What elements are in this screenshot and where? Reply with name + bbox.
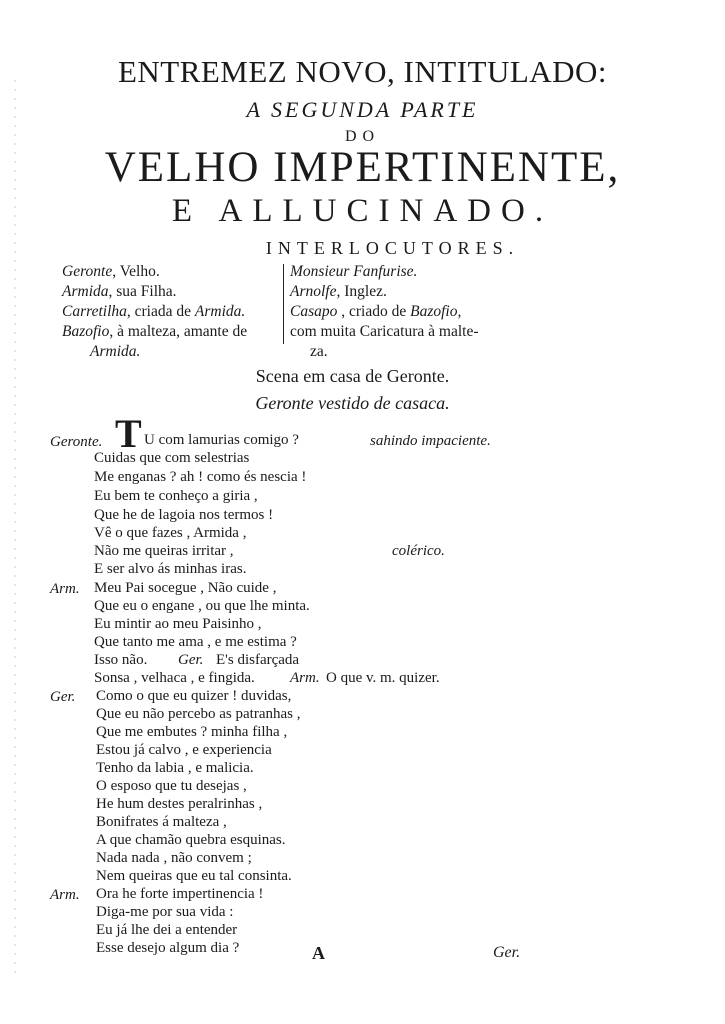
cast-extra: Armida.: [194, 303, 246, 320]
verse-line: E ser alvo ás minhas iras.: [94, 561, 247, 577]
verse-line: Que eu não percebo as patranhas ,: [96, 706, 301, 722]
verse-line: Eu já lhe dei a entender: [96, 922, 238, 938]
cast-desc: , à malteza, amante de: [109, 323, 248, 340]
cast-name: Arnolfe: [290, 283, 337, 300]
cast-list-right: [290, 262, 530, 362]
cast-name: Geronte: [62, 263, 113, 280]
verse-line: Cuidas que com selestrias: [94, 450, 250, 466]
verse-line: Que eu o engane , ou que lhe minta.: [94, 598, 310, 614]
title-line-1: ENTREMEZ NOVO, INTITULADO:: [117, 54, 608, 89]
speaker-label: Ger.: [50, 689, 76, 705]
scene-heading: Scena em casa de Geronte.: [255, 366, 450, 386]
verse-line: O esposo que tu desejas ,: [96, 778, 247, 794]
cast-entry: [290, 262, 530, 282]
speaker-label: Arm.: [290, 670, 320, 686]
cast-name: Monsieur Fanfurise.: [290, 263, 418, 280]
cast-divider: [283, 264, 284, 344]
speaker-label: Geronte.: [50, 434, 103, 450]
signature-mark: A: [312, 943, 325, 963]
cast-desc: , criado de: [337, 303, 411, 320]
cast-desc: , criada de: [126, 303, 195, 320]
cast-entry: [62, 342, 280, 362]
cast-entry: [62, 322, 280, 342]
cast-entry: [290, 322, 530, 342]
cast-desc: za.: [310, 343, 328, 360]
verse-line: U com lamurias comigo ?: [144, 432, 299, 448]
verse-line: Estou já calvo , e experiencia: [96, 742, 272, 758]
cast-name: Casapo: [290, 303, 338, 320]
verse-line: Diga-me por sua vida :: [96, 904, 234, 920]
speaker-label: Arm.: [50, 887, 80, 903]
cast-desc: , sua Filha.: [108, 283, 177, 300]
verse-line: Bonifrates á malteza ,: [96, 814, 227, 830]
verse-line: Que tanto me ama , e me estima ?: [94, 634, 297, 650]
verse-line: Que me embutes ? minha filha ,: [96, 724, 288, 740]
verse-line: O que v. m. quizer.: [326, 670, 440, 686]
cast-name: Carretilha: [62, 303, 127, 320]
verse-line: E's disfarçada: [216, 652, 300, 668]
cast-entry: [290, 302, 530, 322]
cast-desc: com muita Caricatura à malte-: [290, 323, 479, 340]
verse-line: Esse desejo algum dia ?: [96, 940, 240, 956]
cast-entry: [62, 262, 280, 282]
title-line-3: DO: [344, 128, 381, 145]
cast-entry: [62, 302, 280, 322]
verse-line: He hum destes peralrinhas ,: [96, 796, 263, 812]
drop-capital: T: [115, 411, 142, 456]
verse-line: Que he de lagoia nos termos !: [94, 507, 274, 523]
verse-line: Meu Pai socegue , Não cuide ,: [94, 580, 277, 596]
cast-name: Armida.: [90, 343, 141, 360]
stage-direction: colérico.: [392, 543, 445, 559]
verse-line: Sonsa , velhaca , e fingida.: [94, 670, 255, 686]
cast-entry: [290, 342, 530, 362]
verse-line: A que chamão quebra esquinas.: [96, 832, 286, 848]
verse-line: Me enganas ? ah ! como és nescia !: [94, 469, 307, 485]
cast-name: Bazofio: [62, 323, 110, 340]
verse-line: Vê o que fazes , Armida ,: [94, 525, 247, 541]
interlocutores-heading: INTERLOCUTORES.: [265, 238, 520, 258]
verse-line: Eu bem te conheço a giria ,: [94, 488, 258, 504]
title-line-4: VELHO IMPERTINENTE,: [104, 144, 621, 191]
cast-entry: [290, 282, 530, 302]
scene-direction: Geronte vestido de casaca.: [255, 393, 450, 413]
verse-line: Tenho da labia , e malicia.: [96, 760, 254, 776]
verse-line: Nem queiras que eu tal consinta.: [96, 868, 292, 884]
verse-line: Eu mintir ao meu Paisinho ,: [94, 616, 262, 632]
speaker-label: Arm.: [50, 581, 80, 597]
verse-line: Como o que eu quizer ! duvidas,: [96, 688, 292, 704]
stage-direction: sahindo impaciente.: [370, 433, 491, 449]
verse-line: Isso não.: [94, 652, 148, 668]
cast-desc: , Velho.: [112, 263, 160, 280]
verse-line: Nada nada , não convem ;: [96, 850, 252, 866]
verse-line: Ora he forte impertinencia !: [96, 886, 264, 902]
verse-line: Não me queiras irritar ,: [94, 543, 234, 559]
title-line-5: E ALLUCINADO.: [171, 193, 554, 229]
speaker-label: Ger.: [178, 652, 204, 668]
title-line-2: A SEGUNDA PARTE: [246, 97, 479, 122]
cast-name: Armida: [62, 283, 109, 300]
catchword: Ger.: [493, 944, 521, 961]
cast-extra: Bazofio,: [410, 303, 462, 320]
cast-list-left: [62, 262, 280, 362]
cast-entry: [62, 282, 280, 302]
cast-desc: , Inglez.: [336, 283, 387, 300]
